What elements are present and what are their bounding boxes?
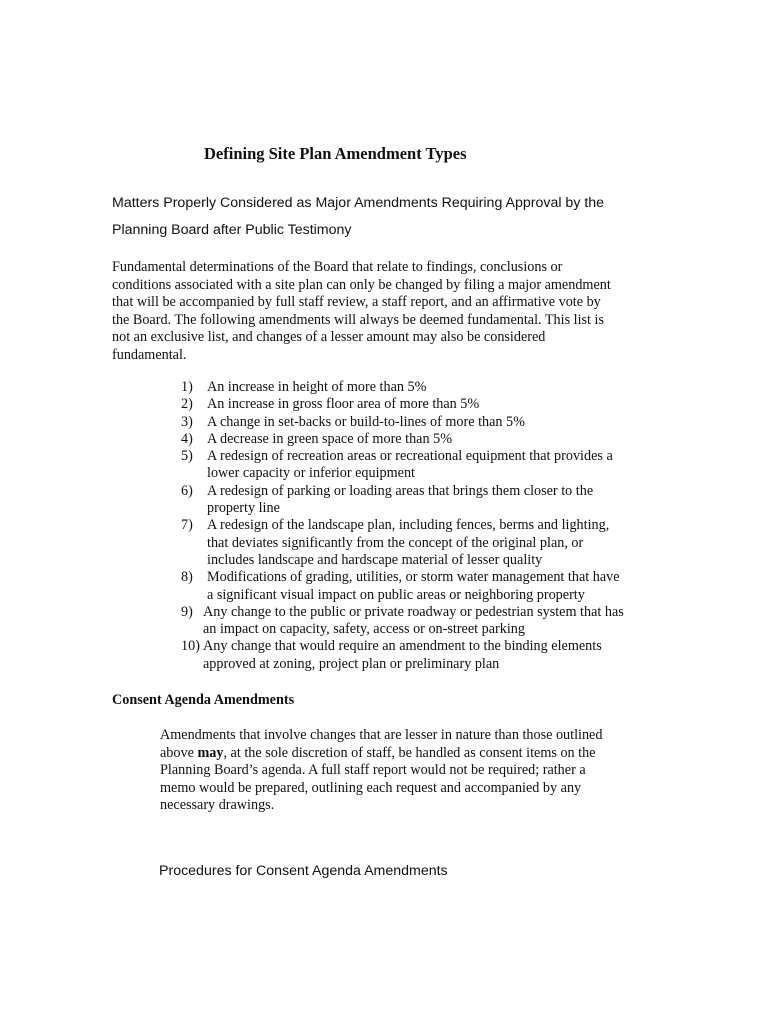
list-item	[181, 638, 624, 673]
list-item	[181, 483, 624, 518]
list-item-text: A redesign of parking or loading areas that brings them closer to the	[207, 482, 594, 499]
major-amendments-list	[181, 379, 624, 673]
list-item-text: an impact on capacity, safety, access or on-street parking	[203, 621, 525, 638]
list-item-text: A redesign of recreation areas or recreational equipment that provides a	[207, 448, 613, 465]
list-item-text: A redesign of the landscape plan, including fences, berms and lighting,	[207, 517, 610, 534]
list-item	[181, 379, 624, 396]
list-item-number: 8)	[181, 569, 193, 586]
list-item-number: 1)	[181, 379, 193, 395]
document-title: Defining Site Plan Amendment Types	[204, 144, 467, 163]
consent-agenda-paragraph	[160, 727, 640, 815]
text-run: , at the sole discretion of staff, be handled as consent items on the	[223, 744, 596, 761]
text-run: above	[160, 744, 198, 761]
paragraph-line: memo would be prepared, outlining each request and accompanied by any	[160, 779, 582, 796]
list-item	[181, 604, 624, 639]
list-item-text: approved at zoning, project plan or preliminary plan	[203, 655, 500, 672]
emphasis-may: may	[197, 744, 224, 761]
consent-agenda-heading: Consent Agenda Amendments	[112, 692, 295, 708]
paragraph-line: conditions associated with a site plan can only be changed by filing a major amendment	[112, 276, 611, 293]
paragraph-line: Amendments that involve changes that are lesser in nature than those outlined	[160, 727, 603, 743]
list-item-text: property line	[207, 500, 280, 517]
list-item-number: 7)	[181, 517, 193, 534]
major-amendments-heading-line1: Matters Properly Considered as Major Amendments Requiring Approval by the	[112, 195, 605, 211]
list-item-text: An increase in gross floor area of more than 5%	[207, 396, 480, 413]
list-item	[181, 569, 624, 604]
paragraph-line: Planning Board’s agenda. A full staff report would not be required; rather a	[160, 762, 586, 778]
list-item-number: 5)	[181, 448, 193, 465]
list-item	[181, 431, 624, 448]
list-item-text: Any change to the public or private roadway or pedestrian system that has	[203, 603, 624, 620]
list-item-text: lower capacity or inferior equipment	[207, 465, 415, 482]
list-item-text: Modifications of grading, utilities, or storm water management that have	[207, 569, 620, 586]
list-item-number: 6)	[181, 482, 193, 499]
paragraph-line: the Board. The following amendments will always be deemed fundamental. This list is	[112, 311, 604, 328]
list-item-text: Any change that would require an amendment to the binding elements	[203, 638, 602, 655]
paragraph-line	[160, 745, 640, 763]
paragraph-line: Fundamental determinations of the Board that relate to findings, conclusions or	[112, 259, 563, 275]
paragraph-line: necessary drawings.	[160, 797, 275, 813]
list-item-text: A change in set-backs or build-to-lines of more than 5%	[207, 413, 525, 430]
paragraph-line: fundamental.	[112, 346, 187, 363]
list-item	[181, 414, 624, 431]
list-item-number: 3)	[181, 413, 193, 430]
procedures-heading: Procedures for Consent Agenda Amendments	[159, 863, 448, 879]
list-item-number: 4)	[181, 430, 193, 447]
list-item-text: An increase in height of more than 5%	[207, 379, 427, 395]
major-amendments-heading-line2: Planning Board after Public Testimony	[112, 222, 352, 238]
list-item	[181, 448, 624, 483]
paragraph-line: that will be accompanied by full staff review, a staff report, and an affirmative vote by	[112, 294, 601, 310]
list-item	[181, 517, 624, 569]
paragraph-line: not an exclusive list, and changes of a lesser amount may also be considered	[112, 329, 546, 345]
list-item-text: includes landscape and hardscape material of lesser quality	[207, 551, 543, 568]
list-item-text: a significant visual impact on public areas or neighboring property	[207, 586, 585, 603]
list-item-number: 2)	[181, 396, 193, 413]
list-item-number: 9)	[181, 603, 193, 620]
list-item-text: that deviates significantly from the concept of the original plan, or	[207, 534, 584, 551]
list-item	[181, 396, 624, 413]
list-item-number: 10)	[181, 638, 200, 655]
list-item-text: A decrease in green space of more than 5%	[207, 430, 453, 447]
